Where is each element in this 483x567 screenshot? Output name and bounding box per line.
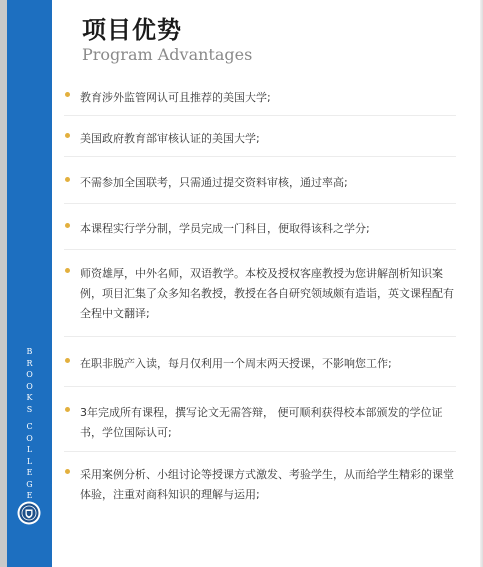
list-item — [64, 387, 456, 452]
bullet-icon — [65, 407, 70, 412]
list-item — [64, 116, 456, 157]
blue-sidebar — [7, 0, 52, 567]
college-letter: E — [26, 468, 33, 477]
advantages-list — [64, 85, 456, 508]
bullet-icon — [65, 268, 70, 273]
bullet-icon — [65, 133, 70, 138]
list-item — [64, 157, 456, 204]
list-item-text: 采用案例分析、小组讨论等授课方式激发、考验学生，从而给学生精彩的课堂体验，注重对商科知识的理解与运用; — [80, 468, 454, 501]
college-letter: K — [26, 393, 33, 402]
list-item-text: 不需参加全国联考，只需通过提交资料审核，通过率高; — [80, 176, 348, 189]
college-letter: C — [26, 422, 33, 431]
list-item — [64, 452, 456, 508]
list-item-text: 3年完成所有课程，撰写论文无需答辩， 便可顺利获得校本部颁发的学位证书，学位国际认可; — [80, 406, 443, 439]
page-edge-strip — [0, 0, 7, 567]
list-item-text: 美国政府教育部审核认证的美国大学; — [80, 132, 260, 145]
list-item — [64, 337, 456, 387]
page-title: 项目优势 — [82, 16, 182, 44]
college-letter: S — [26, 404, 33, 414]
college-letter: O — [26, 370, 33, 379]
college-letter: L — [26, 445, 33, 454]
bullet-icon — [65, 469, 70, 474]
college-letter: R — [26, 358, 33, 368]
college-letter: B — [26, 347, 33, 356]
college-letter: O — [26, 381, 33, 391]
bullet-icon — [65, 223, 70, 228]
college-seal-logo — [17, 501, 41, 525]
list-item-text: 本课程实行学分制，学员完成一门科目，便取得该科之学分; — [80, 222, 370, 235]
list-item — [64, 250, 456, 337]
bullet-icon — [65, 358, 70, 363]
list-item — [64, 85, 456, 116]
list-item — [64, 204, 456, 250]
list-item-text: 师资雄厚，中外名师，双语教学。本校及授权客座教授为您讲解剖析知识案例，项目汇集了众多知名教授，教授在各自研究领域颇有造诣，英文课程配有全程中文翻译; — [80, 267, 454, 320]
college-letter: G — [26, 479, 33, 489]
bullet-icon — [65, 92, 70, 97]
list-item-text: 教育涉外监管网认可且推荐的美国大学; — [80, 91, 271, 104]
list-item-text: 在职非脱产入读，每月仅利用一个周末两天授课，不影响您工作; — [80, 357, 392, 370]
bullet-icon — [65, 177, 70, 182]
college-letter: E — [26, 491, 33, 500]
page-subtitle: Program Advantages — [82, 45, 253, 64]
college-letter: L — [26, 456, 33, 466]
college-name-vertical — [7, 346, 52, 502]
college-letter: O — [26, 433, 33, 443]
